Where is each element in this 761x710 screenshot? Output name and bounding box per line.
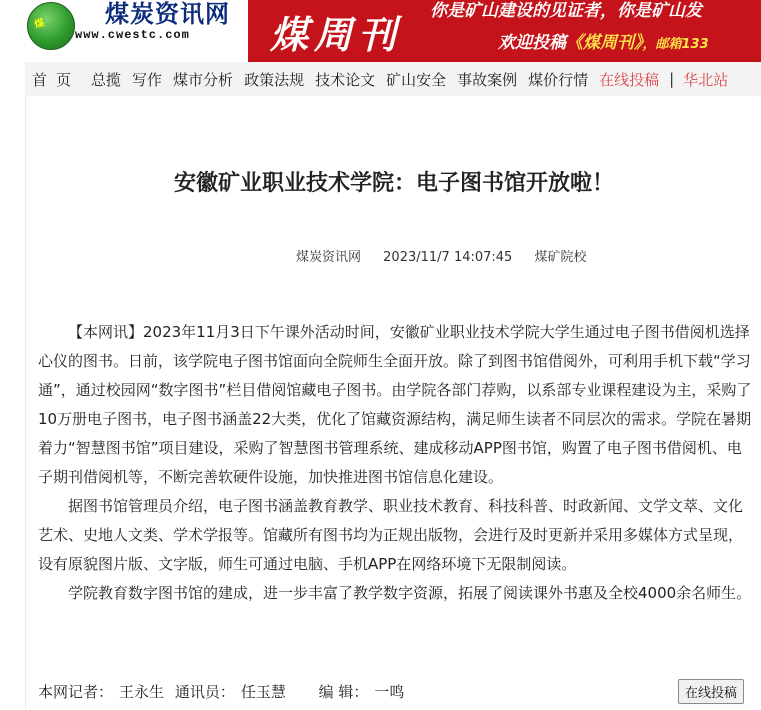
article-meta [296,246,605,265]
nav-item-online-submit[interactable]: 在线投稿 [599,70,660,89]
nav-item-policy[interactable]: 政策法规 [244,70,305,89]
banner-welcome-highlight: 《煤周刊》 [566,33,643,53]
editor-name: 一鸣 [374,683,405,701]
site-header [0,0,761,62]
banner-welcome-suffix: ，邮箱133 [642,37,709,52]
nav-item-accident-cases[interactable]: 事故案例 [457,70,518,89]
site-logo[interactable] [25,0,247,62]
editor-label: 编 辑： [318,683,369,701]
nav-item-mine-safety[interactable]: 矿山安全 [386,70,447,89]
article-paragraph: 学院教育数字图书馆的建成，进一步丰富了教学数字资源，拓展了阅读课外书惠及全校4000余名师生。 [68,584,752,602]
article-category[interactable]: 煤矿院校 [534,250,587,265]
logo-url: www.cwestc.com [75,28,190,42]
article-body [38,318,752,608]
correspondent-name: 任玉慧 [240,683,286,701]
online-submit-button[interactable]: 在线投稿 [678,679,744,704]
nav-item-tech-papers[interactable]: 技术论文 [315,70,376,89]
nav-separator: | [669,70,675,88]
nav-item-writing[interactable]: 写作 [132,70,163,89]
article-credits [38,681,410,702]
globe-logo-icon [27,2,75,50]
logo-badge-text: 煤 [33,17,46,32]
reporter-label: 本网记者： [38,683,114,701]
banner-welcome [498,28,709,53]
weekly-banner[interactable] [248,0,761,62]
nav-item-coal-prices[interactable]: 煤价行情 [528,70,589,89]
article-source: 煤炭资讯网 [296,250,362,265]
nav-item-overview[interactable]: 总揽 [91,70,122,89]
main-nav [25,62,761,97]
banner-welcome-prefix: 欢迎投稿 [498,33,566,53]
nav-item-north-china[interactable]: 华北站 [683,70,729,89]
article-paragraph: 据图书馆管理员介绍，电子图书涵盖教育教学、职业技术教育、科技科普、时政新闻、文学文萃、文化艺术、史地人文类、学术学报等。馆藏所有图书均为正规出版物，会进行及时更新并采用多媒体方式呈现，设有原貌图片版、文字版，师生可通过电脑、手机APP在网络环境下无限制阅读。 [38,497,744,573]
banner-slogan: 你是矿山建设的见证者，你是矿山发 [430,1,702,21]
article-container [25,96,761,710]
logo-name: 煤炭资讯网 [105,0,230,28]
article-datetime: 2023/11/7 14:07:45 [383,250,513,265]
banner-brand: 煤周刊 [270,12,403,57]
nav-item-home[interactable]: 首页 [32,70,81,89]
nav-item-market-analysis[interactable]: 煤市分析 [173,70,234,89]
correspondent-label: 通讯员： [174,683,235,701]
article-title: 安徽矿业职业技术学院：电子图书馆开放啦！ [173,170,614,196]
article-paragraph: 【本网讯】2023年11月3日下午课外活动时间，安徽矿业职业技术学院大学生通过电子图书借阅机选择心仪的图书。日前，该学院电子图书馆面向全院师生全面开放。除了到图书馆借阅外，可利用手机下载“学习通”，通过校园网“数字图书”栏目借阅馆藏电子图书。由学院各部门荐购，以系部专业课程建设为主，采购了10万册电子图书，电子图书涵盖22大类，优化了馆藏资源结构，满足师生读者不同层次的需求。学院在暑期着力“智慧图书馆”项目建设，采购了智慧图书管理系统、建成移动APP图书馆，购置了电子图书借阅机、电子期刊借阅机等，不断完善软硬件设施，加快推进图书馆信息化建设。 [38,323,752,486]
reporter-name: 王永生 [119,683,165,701]
